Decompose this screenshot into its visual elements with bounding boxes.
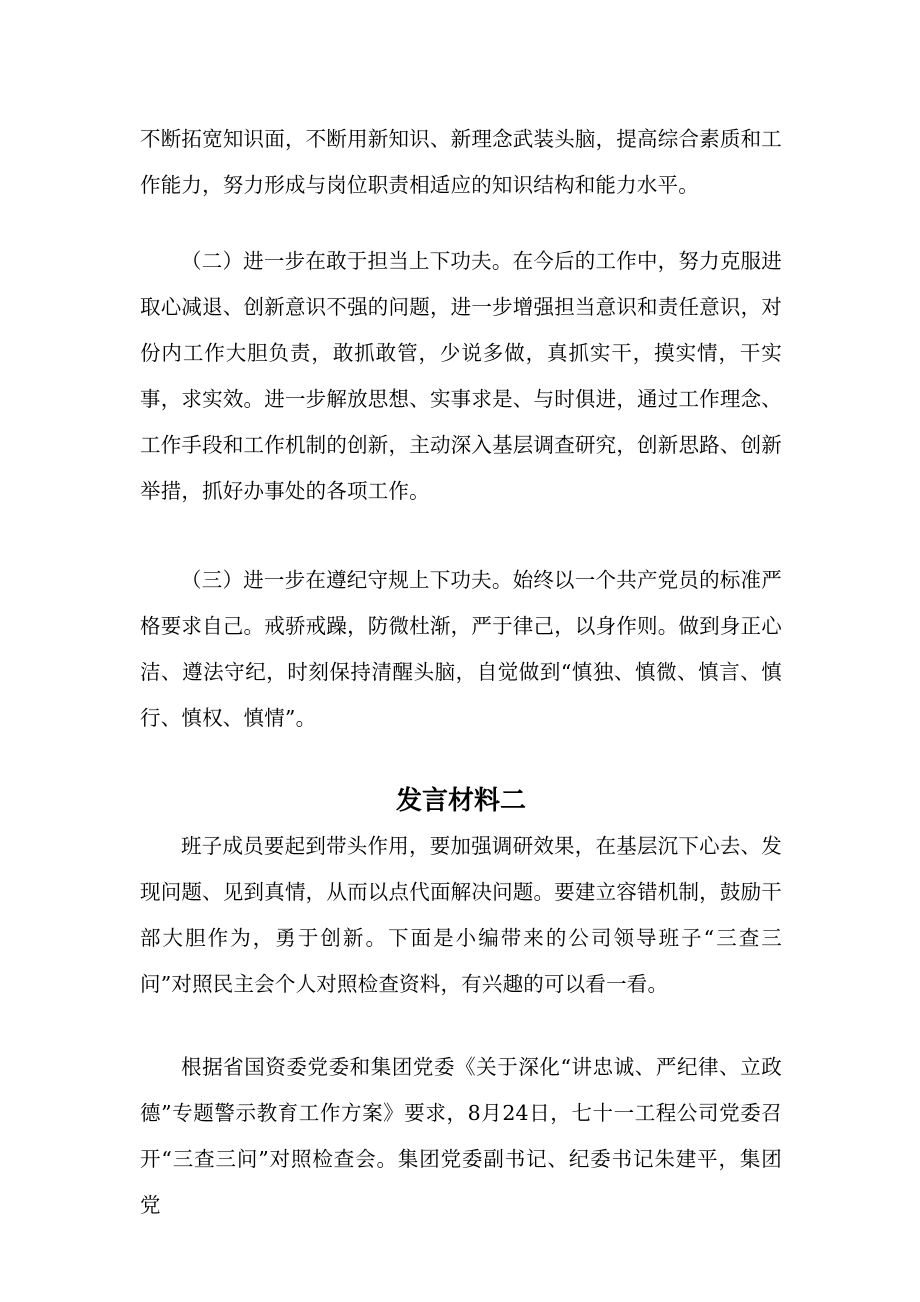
paragraph-5: 根据省国资委党委和集团党委《关于深化“讲忠诚、严纪律、立政德”专题警示教育工作方案》要求，8月24日，七十一工程公司党委召开“三查三问”对照检查会。集团党委副书记、纪委书记朱建平，集团党 xyxy=(140,1055,782,1217)
paragraph-3: （三）进一步在遵纪守规上下功夫。始终以一个共产党员的标准严格要求自己。戒骄戒躁，防微杜渐，严于律己，以身作则。做到身正心洁、遵法守纪，时刻保持清醒头脑，自觉做到“慎独、慎微、慎言、慎行、慎权、慎情”。 xyxy=(140,568,782,730)
paragraph-2: （二）进一步在敢于担当上下功夫。在今后的工作中，努力克服进取心减退、创新意识不强的问题，进一步增强担当意识和责任意识，对份内工作大胆负责，敢抓敢管，少说多做，真抓实干，摸实情，干实事，求实效。进一步解放思想、实事求是、与时俱进，通过工作理念、工作手段和工作机制的创新，主动深入基层调查研究，创新思路、创新举措，抓好办事处的各项工作。 xyxy=(140,249,782,503)
paragraph-1: 不断拓宽知识面，不断用新知识、新理念武装头脑，提高综合素质和工作能力，努力形成与岗位职责相适应的知识结构和能力水平。 xyxy=(140,127,782,197)
paragraph-4: 班子成员要起到带头作用，要加强调研效果，在基层沉下心去、发现问题、见到真情，从而以点代面解决问题。要建立容错机制，鼓励干部大胆作为，勇于创新。下面是小编带来的公司领导班子“三查三问”对照民主会个人对照检查资料，有兴趣的可以看一看。 xyxy=(140,834,782,996)
section-heading: 发言材料二 xyxy=(395,786,526,816)
